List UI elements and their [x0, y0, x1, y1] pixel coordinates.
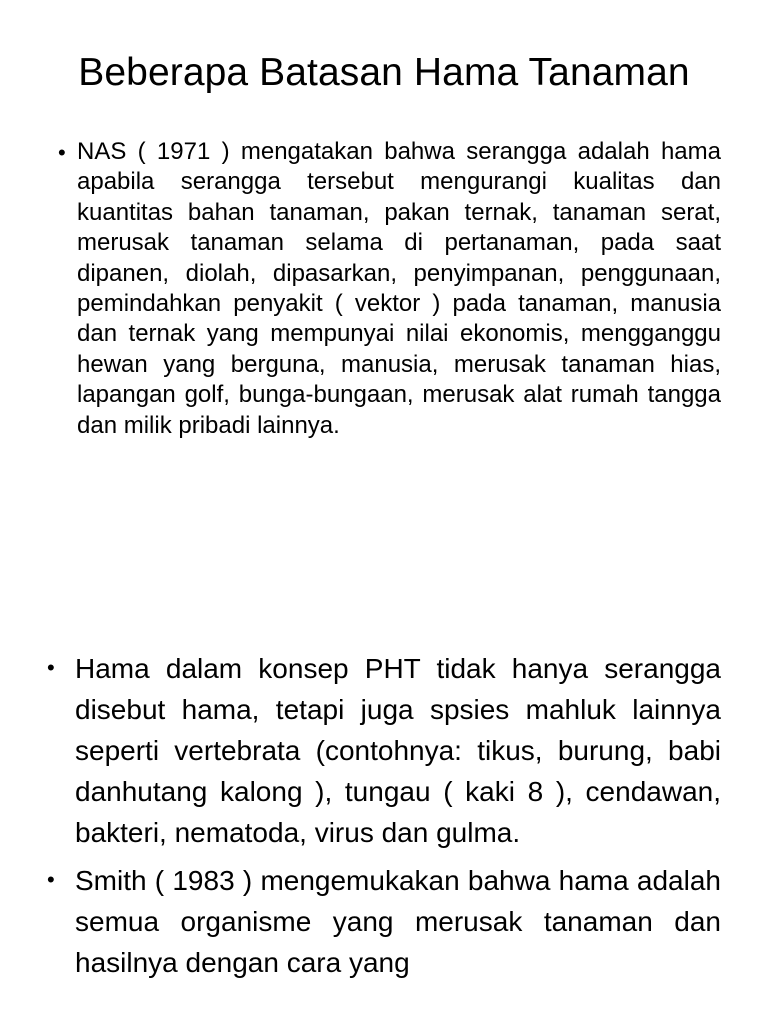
bullet-dot-icon: •	[47, 655, 55, 680]
slide-title: Beberapa Batasan Hama Tanaman	[78, 51, 690, 94]
bullet-dot-icon: •	[58, 140, 66, 165]
bullet-item-smith-definition	[0, 860, 768, 983]
bullet-item-pht-concept	[0, 648, 768, 853]
bullet-text: NAS ( 1971 ) mengatakan bahwa serangga adalah hama apabila serangga tersebut mengurangi kualitas dan kuantitas bahan tanaman, pakan ternak, tanaman serat, merusak tanaman selama di pertanaman, pada saat dipanen, diolah, dipasarkan, penyimpanan, penggunaan, pemindahkan penyakit ( vektor ) pada tanaman, manusia dan ternak yang mempunyai nilai ekonomis, mengganggu hewan yang berguna, manusia, merusak tanaman hias, lapangan golf, bunga-bungaan, merusak alat rumah tangga dan milik pribadi lainnya.	[77, 138, 721, 439]
bullet-text: Hama dalam konsep PHT tidak hanya serangga disebut hama, tetapi juga spsies mahluk lainnya seperti vertebrata (contohnya: tikus, burung, babi danhutang kalong ), tungau ( kaki 8 ), cendawan, bakteri, nematoda, virus dan gulma.	[75, 653, 721, 848]
bullet-list-nas	[0, 137, 768, 441]
bullet-text: Smith ( 1983 ) mengemukakan bahwa hama adalah semua organisme yang merusak tanaman dan hasilnya dengan cara yang	[75, 865, 721, 978]
bullet-list-pht	[0, 648, 768, 990]
bullet-item-nas-definition	[0, 137, 768, 441]
bullet-dot-icon: •	[47, 867, 55, 892]
